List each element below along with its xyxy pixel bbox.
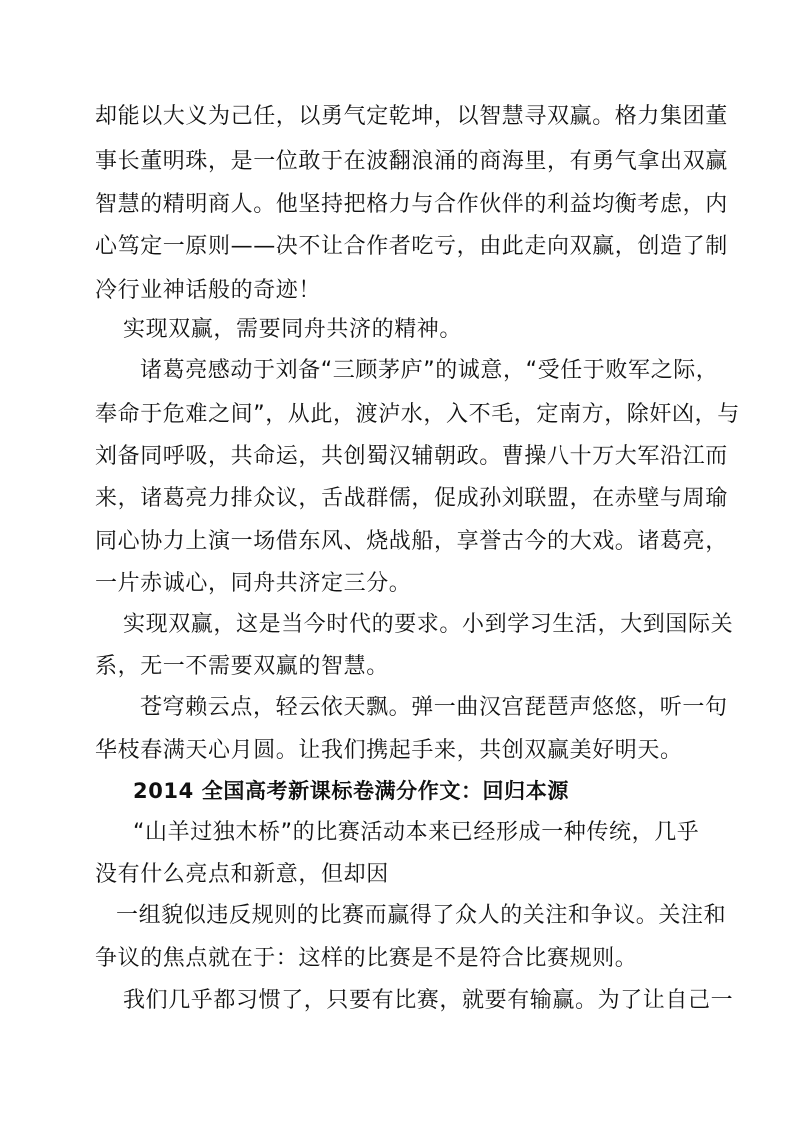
essay-title: 2014 全国高考新课标卷满分作文：回归本源 [133, 779, 569, 803]
paragraph-line: 来，诸葛亮力排众议，舌战群儒，促成孙刘联盟，在赤壁与周瑜 [95, 486, 728, 511]
paragraph-line: 同心协力上演一场借东风、烧战船，享誉古今的大戏。诸葛亮， [95, 529, 728, 554]
paragraph-line: 苍穹赖云点，轻云依天飘。弹一曲汉宫琵琶声悠悠，听一句 [140, 695, 728, 720]
paragraph-line: 争议的焦点就在于：这样的比赛是不是符合比赛规则。 [95, 946, 638, 971]
paragraph-line: 却能以大义为己任，以勇气定乾坤，以智慧寻双赢。格力集团董 [95, 104, 728, 129]
paragraph-line: 没有什么亮点和新意，但却因 [95, 862, 389, 887]
paragraph-line: 智慧的精明商人。他坚持把格力与合作伙伴的利益均衡考虑，内 [95, 192, 728, 217]
paragraph-line: 诸葛亮感动于刘备“三顾茅庐”的诚意，“受任于败军之际， [140, 358, 719, 383]
paragraph-line: 奉命于危难之间”，从此，渡泸水，入不毛，定南方，除奸凶，与 [95, 402, 740, 427]
paragraph-line: 华枝春满天心月圆。让我们携起手来，共创双赢美好明天。 [95, 738, 683, 763]
paragraph-line: 实现双赢，需要同舟共济的精神。 [123, 317, 463, 342]
paragraph-line: 事长董明珠，是一位敢于在波翻浪涌的商海里，有勇气拿出双赢 [95, 149, 728, 174]
paragraph-line: “山羊过独木桥”的比赛活动本来已经形成一种传统，几乎 [133, 820, 700, 845]
paragraph-line: 一片赤诚心，同舟共济定三分。 [95, 571, 412, 596]
paragraph-line: 心笃定一原则——决不让合作者吃亏，由此走向双赢，创造了制 [95, 234, 728, 259]
paragraph-line: 系，无一不需要双赢的智慧。 [95, 654, 389, 679]
paragraph-line: 实现双赢，这是当今时代的要求。小到学习生活，大到国际关 [123, 612, 734, 637]
paragraph-line: 冷行业神话般的奇迹！ [95, 278, 322, 303]
paragraph-line: 刘备同呼吸，共命运，共创蜀汉辅朝政。曹操八十万大军沿江而 [95, 444, 728, 469]
paragraph-line: 一组貌似违反规则的比赛而赢得了众人的关注和争议。关注和 [116, 903, 727, 928]
paragraph-line: 我们几乎都习惯了，只要有比赛，就要有输赢。为了让自己一 [123, 988, 734, 1013]
